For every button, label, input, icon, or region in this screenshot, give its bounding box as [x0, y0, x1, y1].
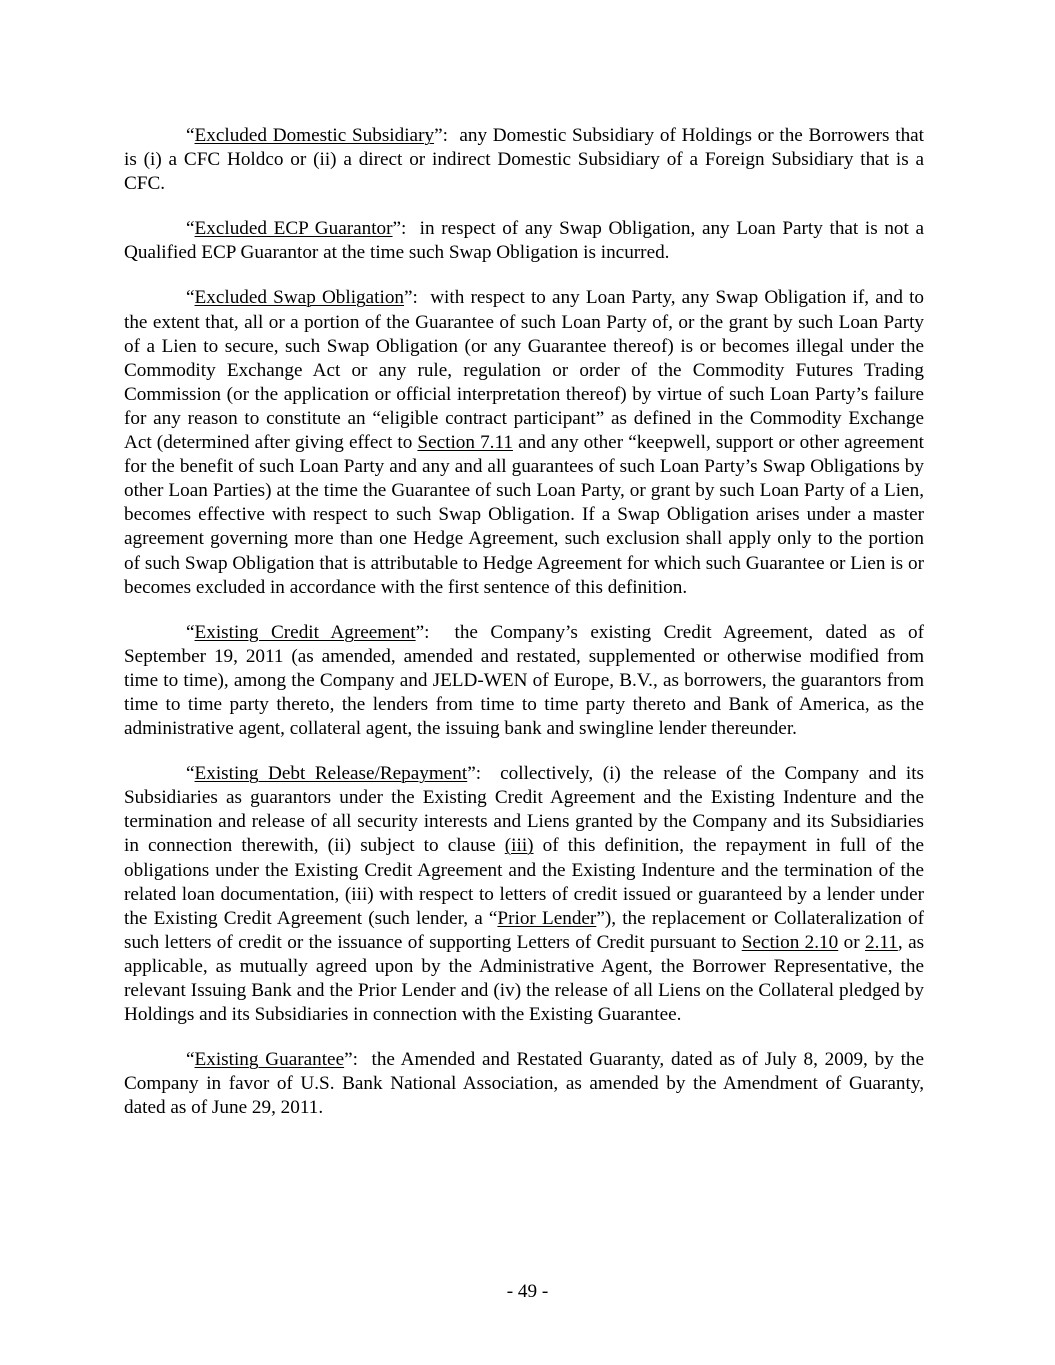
section-reference: 2.11 [865, 931, 898, 953]
definition-existing-credit-agreement: “Existing Credit Agreement”: the Company’s existing Credit Agreement, dated as of September 19, 2011 (as amended, amended and restated, supplemented or otherwise modified from time to time), among the Company and JELD-WEN of Europe, B.V., as borrowers, the guarantors from time to time party thereto, the lenders from time to time party thereto and Bank of America, as the administrative agent, collateral agent, the issuing bank and swingline lender thereunder. [124, 621, 925, 740]
page-number: - 49 - [506, 1281, 549, 1302]
definition-excluded-ecp-guarantor: “Excluded ECP Guarantor”: in respect of any Swap Obligation, any Loan Party that is not a Qualified ECP Guarantor at the time such Swap Obligation is incurred. [124, 218, 925, 264]
definition-excluded-domestic-subsidiary: “Excluded Domestic Subsidiary”: any Domestic Subsidiary of Holdings or the Borrowers that is (i) a CFC Holdco or (ii) a direct or indirect Domestic Subsidiary of a Foreign Subsidiary that is a CFC. [124, 125, 925, 195]
definition-text: , as applicable, as mutually agreed upon by the Administrative Agent, the Borrower Representative, the relevant Issuing Bank and the Prior Lender and (iv) the release of all Liens on the Collateral pledged by Holdings and its Subsidiaries in connection with the Existing Guarantee. [124, 931, 925, 1026]
page-body [124, 124, 924, 1141]
definition-text: any Domestic Subsidiary of Holdings or the Borrowers that is (i) a CFC Holdco or (ii) a direct or indirect Domestic Subsidiary of a Foreign Subsidiary that is a CFC. [124, 125, 925, 195]
section-reference: Section 7.11 [417, 432, 513, 454]
definition-text: in respect of any Swap Obligation, any Loan Party that is not a Qualified ECP Guarantor at the time such Swap Obligation is incurred. [124, 218, 925, 264]
definition-text: or [843, 931, 860, 953]
defined-term: Excluded ECP Guarantor [194, 218, 393, 240]
defined-term-inline: Prior Lender [497, 907, 597, 929]
definition-text: of this definition, the repayment in full of the obligations under the Existing Credit Agreement and the Existing Indenture and the termination of the related loan documentation, (iii) with respect to letters of credit issued or guaranteed by a lender under the Existing Credit Agreement (such lender, a “ [124, 835, 925, 929]
definition-text: with respect to any Loan Party, any Swap Obligation if, and to the extent that, all or a portion of the Guarantee of such Loan Party of, or the grant by such Loan Party of a Lien to secure, such Swap Obligation (or any Guarantee thereof) is or becomes illegal under the Commodity Exchange Act or any rule, regulation or order of the Commodity Futures Trading Commission (or the application or official interpretation thereof) by virtue of such Loan Party’s failure for any reason to constitute an “eligible contract participant” as defined in the Commodity Exchange Act (determined after giving effect to [124, 287, 925, 454]
definition-excluded-swap-obligation: “Excluded Swap Obligation”: with respect to any Loan Party, any Swap Obligation if, and to the extent that, all or a portion of the Guarantee of such Loan Party of, or the grant by such Loan Party of a Lien to secure, such Swap Obligation (or any Guarantee thereof) is or becomes illegal under the Commodity Exchange Act or any rule, regulation or order of the Commodity Futures Trading Commission (or the application or official interpretation thereof) by virtue of such Loan Party’s failure for any reason to constitute an “eligible contract participant” as defined in the Commodity Exchange Act (determined after giving effect to Section 7.11 and any other “keepwell, support or other agreement for the benefit of such Loan Party and any and all guarantees of such Loan Party’s Swap Obligations by other Loan Parties) at the time the Guarantee of such Loan Party, or grant by such Loan Party of a Lien, becomes effective with respect to such Swap Obligation. If a Swap Obligation arises under a master agreement governing more than one Hedge Agreement, such exclusion shall apply only to the portion of such Swap Obligation that is attributable to Hedge Agreement for which such Guarantee or Lien is or becomes excluded in accordance with the first sentence of this definition. [124, 287, 925, 598]
defined-term: Existing Debt Release/Repayment [194, 763, 468, 785]
definition-text: collectively, (i) the release of the Company and its Subsidiaries as guarantors under the Existing Credit Agreement and the Existing Indenture and the termination and release of all security interests and Liens granted by the Company and its Subsidiaries in connection therewith, (ii) subject to clause [124, 763, 925, 857]
definition-text: the Amended and Restated Guaranty, dated as of July 8, 2009, by the Company in favor of U.S. Bank National Association, as amended by the Amendment of Guaranty, dated as of June 29, 2011. [124, 1049, 925, 1119]
clause-reference: (iii) [504, 835, 534, 857]
defined-term: Existing Credit Agreement [194, 621, 416, 643]
defined-term: Excluded Swap Obligation [194, 287, 405, 309]
definition-existing-guarantee: “Existing Guarantee”: the Amended and Restated Guaranty, dated as of July 8, 2009, by the Company in favor of U.S. Bank National Association, as amended by the Amendment of Guaranty, dated as of June 29, 2011. [124, 1049, 925, 1119]
defined-term: Existing Guarantee [194, 1049, 345, 1071]
definition-existing-debt-release-repayment: “Existing Debt Release/Repayment”: collectively, (i) the release of the Company and its Subsidiaries as guarantors under the Existing Credit Agreement and the Existing Indenture and the termination and release of all security interests and Liens granted by the Company and its Subsidiaries in connection therewith, (ii) subject to clause (iii) of this definition, the repayment in full of the obligations under the Existing Credit Agreement and the Existing Indenture and the termination of the related loan documentation, (iii) with respect to letters of credit issued or guaranteed by a lender under the Existing Credit Agreement (such lender, a “Prior Lender”), the replacement or Collateralization of such letters of credit or the issuance of supporting Letters of Credit pursuant to Section 2.10 or 2.11, as applicable, as mutually agreed upon by the Administrative Agent, the Borrower Representative, the relevant Issuing Bank and the Prior Lender and (iv) the release of all Liens on the Collateral pledged by Holdings and its Subsidiaries in connection with the Existing Guarantee. [124, 763, 925, 1026]
section-reference: Section 2.10 [741, 931, 839, 953]
definition-text: and any other “keepwell, support or other agreement for the benefit of such Loan Party and any and all guarantees of such Loan Party’s Swap Obligations by other Loan Parties) at the time the Guarantee of such Loan Party, or grant by such Loan Party of a Lien, becomes effective with respect to such Swap Obligation. If a Swap Obligation arises under a master agreement governing more than one Hedge Agreement, such exclusion shall apply only to the portion of such Swap Obligation that is attributable to Hedge Agreement for which such Guarantee or Lien is or becomes excluded in accordance with the first sentence of this definition. [124, 432, 925, 598]
definition-text: ”), the replacement or Collateralization of such letters of credit or the issuance of supporting Letters of Credit pursuant to [124, 907, 924, 953]
definition-text: the Company’s existing Credit Agreement, dated as of September 19, 2011 (as amended, amended and restated, supplemented or otherwise modified from time to time), among the Company and JELD-WEN of Europe, B.V., as borrowers, the guarantors from time to time party thereto, the lenders from time to time party thereto and Bank of America, as the administrative agent, collateral agent, the issuing bank and swingline lender thereunder. [124, 621, 925, 740]
defined-term: Excluded Domestic Subsidiary [194, 125, 435, 146]
